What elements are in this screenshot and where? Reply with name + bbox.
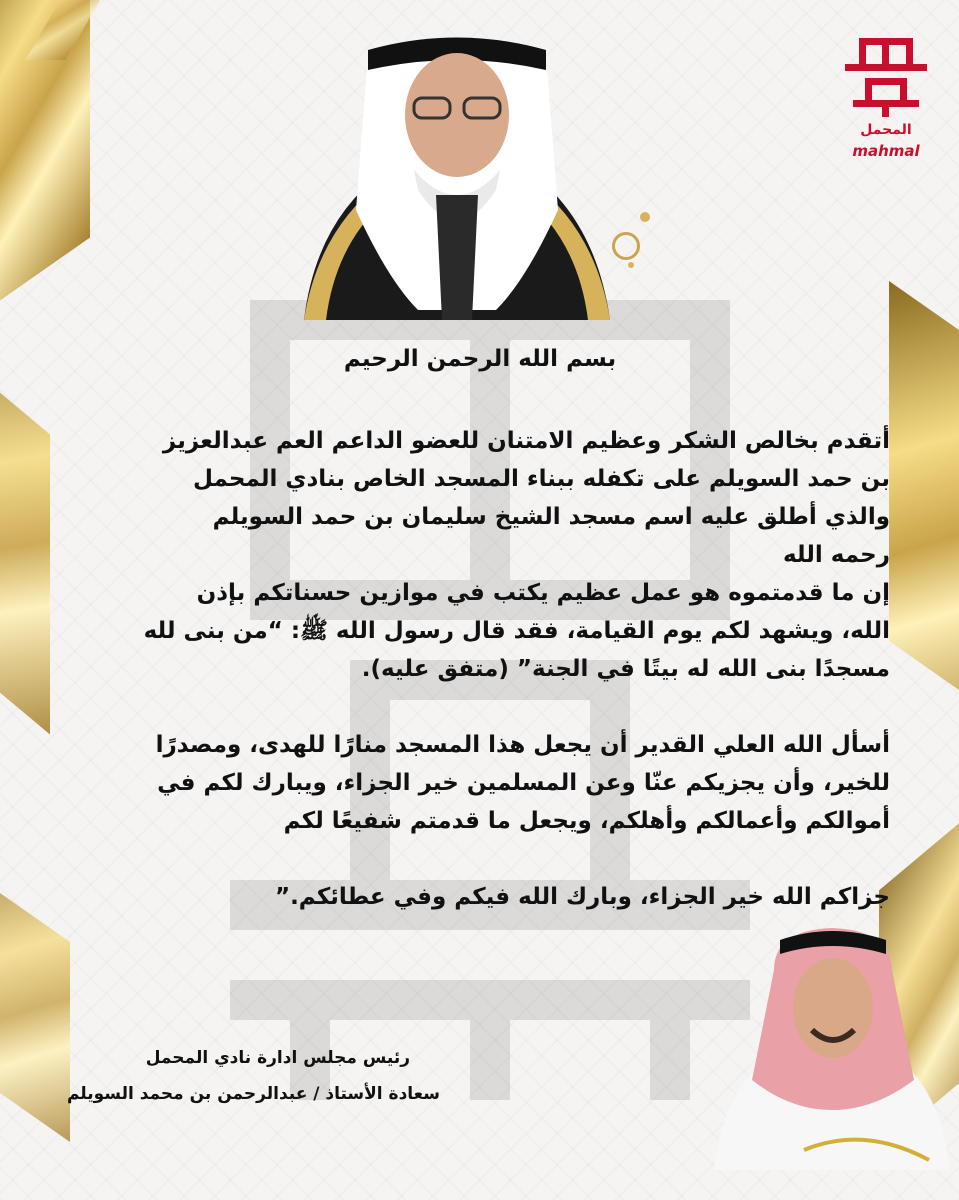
letter-line: الله، ويشهد لكم يوم القيامة، فقد قال رسول الله ﷺ: “من بنى لله bbox=[143, 618, 890, 644]
letter-line: والذي أطلق عليه اسم مسجد الشيخ سليمان بن حمد السويلم bbox=[212, 504, 890, 530]
bismillah-heading: بسم الله الرحمن الرحيم bbox=[343, 346, 617, 372]
mahmal-logo-icon bbox=[845, 34, 927, 119]
gold-dot bbox=[628, 262, 634, 268]
logo-english-text: mahmal bbox=[852, 142, 920, 160]
letter-body bbox=[70, 340, 890, 916]
gold-ribbon bbox=[0, 325, 50, 734]
signature-name: سعادة الأستاذ / عبدالرحمن بن محمد السويلم bbox=[66, 1084, 440, 1104]
letter-line: مسجدًا بنى الله له بيتًا في الجنة” (متفق عليه). bbox=[361, 656, 890, 682]
gold-ribbon bbox=[889, 281, 959, 739]
letter-line: للخير، وأن يجزيكم عنّا وعن المسلمين خير الجزاء، ويبارك لكم في bbox=[157, 770, 890, 796]
letter-line: أسأل الله العلي القدير أن يجعل هذا المسجد منارًا للهدى، ومصدرًا bbox=[155, 732, 890, 758]
letter-line: جزاكم الله خير الجزاء، وبارك الله فيكم وفي عطائكم.” bbox=[274, 884, 890, 910]
letter-line: بن حمد السويلم على تكفله ببناء المسجد الخاص بنادي المحمل bbox=[192, 466, 890, 492]
portrait-photo bbox=[714, 910, 950, 1170]
signature-block bbox=[20, 1040, 440, 1112]
logo-arabic-text: المحمل bbox=[860, 122, 912, 138]
mahmal-logo bbox=[845, 34, 927, 164]
letter-line: أموالكم وأعمالكم وأهلكم، ويجعل ما قدمتم شفيعًا لكم bbox=[283, 808, 890, 834]
signature-title: رئيس مجلس ادارة نادي المحمل bbox=[145, 1048, 410, 1068]
letter-line: رحمه الله bbox=[782, 542, 890, 568]
letter-line: أتقدم بخالص الشكر وعظيم الامتنان للعضو الداعم العم عبدالعزيز bbox=[162, 428, 890, 454]
portrait-photo bbox=[296, 20, 618, 320]
gold-dot bbox=[640, 212, 650, 222]
letter-line: إن ما قدمتموه هو عمل عظيم يكتب في موازين حسناتكم بإذن bbox=[196, 580, 890, 606]
